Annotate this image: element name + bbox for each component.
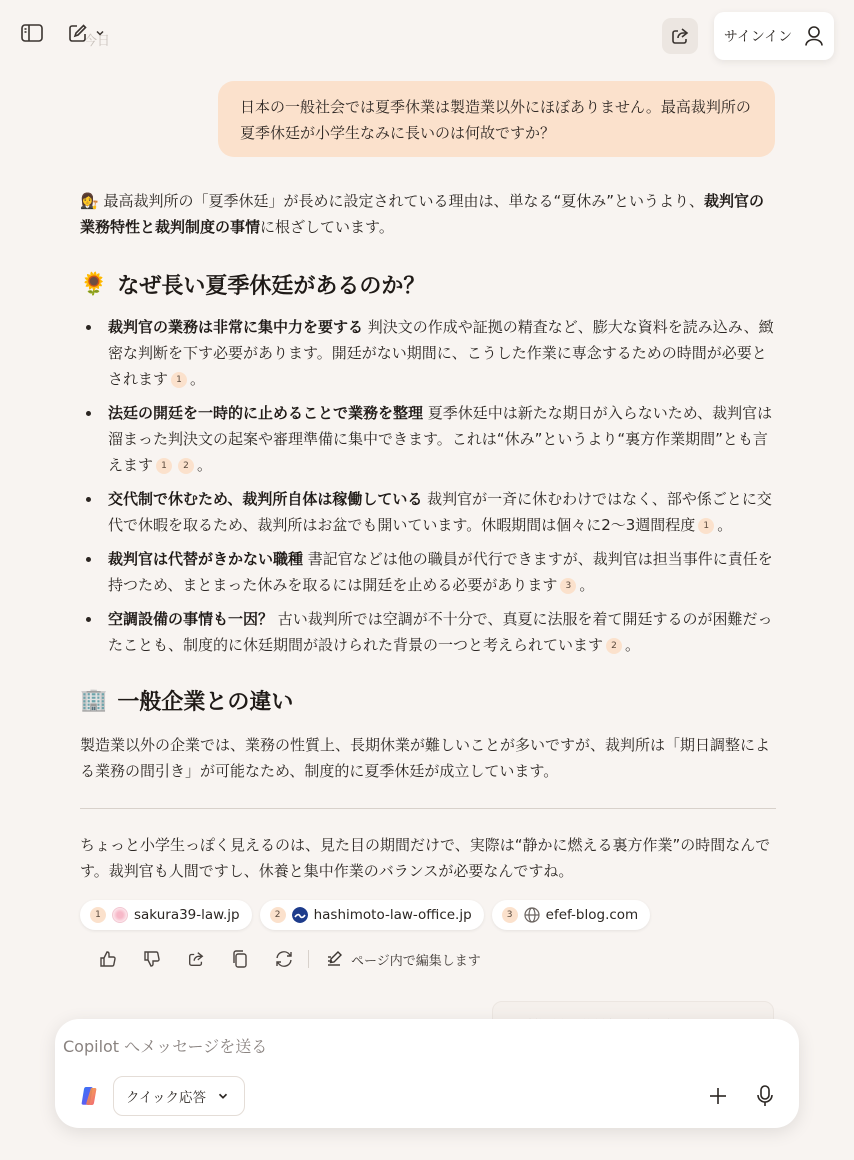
refresh-icon xyxy=(274,950,294,968)
list-item: 法廷の開廷を一時的に止めることで業務を整理 夏季休廷中は新たな期日が入らないため、裁判官は溜まった判決文の起案や審理準備に集中できます。これは“休み”というより“裏方作業期間”とも言えます 1 2 。 xyxy=(80,400,776,478)
citation-badge[interactable]: 3 xyxy=(560,578,576,594)
citation-badge[interactable]: 1 xyxy=(698,518,714,534)
thumbs-down-icon xyxy=(143,950,161,968)
section-heading-reasons: 🌻 なぜ長い夏季休廷があるのか？ xyxy=(80,271,426,299)
edit-page-icon xyxy=(325,950,343,968)
source-domain: efef-blog.com xyxy=(545,907,639,923)
source-chip[interactable] xyxy=(492,900,651,930)
list-item: 裁判官の業務は非常に集中力を要する 判決文の作成や証拠の精査など、膨大な資料を読み込み、緻密な判断を下す必要があります。開廷がない期間に、こうした作業に専念するための時間が必要とされます 1 。 xyxy=(80,314,776,392)
divider xyxy=(80,808,776,809)
action-separator xyxy=(308,950,309,968)
regenerate-button[interactable] xyxy=(262,946,306,972)
copilot-logo-icon xyxy=(77,1084,101,1108)
copy-icon xyxy=(232,950,248,968)
plus-icon xyxy=(708,1086,728,1106)
source-chip[interactable] xyxy=(80,900,252,930)
closing-paragraph: ちょっと小学生っぽく見えるのは、見た目の期間だけで、実際は“静かに燃える裏方作業”の時間なんです。裁判官も人間ですし、休養と集中作業のバランスが必要なんですね。 xyxy=(80,836,771,880)
user-message-bubble: 日本の一般社会では夏季休業は製造業以外にほぼありません。最高裁判所の夏季休廷が小学生なみに長いのは何故ですか？ xyxy=(218,81,775,157)
answer-intro: 👩‍⚖️ 最高裁判所の「夏季休廷」が長めに設定されている理由は、単なる“夏休み”というより、裁判官の業務特性と裁判制度の事情に根ざしています。 xyxy=(80,192,765,236)
chevron-down-icon xyxy=(94,27,106,39)
edit-in-page-label: ページ内で編集します xyxy=(351,953,481,969)
message-input[interactable] xyxy=(63,1037,663,1056)
new-chat-button[interactable] xyxy=(58,18,116,48)
office-building-emoji-icon: 🏢 xyxy=(80,687,108,713)
source-domain: hashimoto-law-office.jp xyxy=(313,907,472,923)
source-number: 2 xyxy=(270,907,286,923)
citation-badge[interactable]: 1 xyxy=(171,372,187,388)
dislike-button[interactable] xyxy=(130,946,174,972)
source-domain: sakura39-law.jp xyxy=(134,907,240,923)
source-chip[interactable] xyxy=(260,900,484,930)
assistant-answer xyxy=(80,188,776,969)
sidebar-icon xyxy=(21,24,43,42)
signin-label: サインイン xyxy=(723,29,793,45)
source-number: 3 xyxy=(502,907,518,923)
sakura-favicon-icon xyxy=(112,907,128,923)
add-attachment-button[interactable] xyxy=(703,1081,733,1111)
share-conversation-button[interactable] xyxy=(662,18,698,54)
voice-input-button[interactable] xyxy=(750,1081,780,1111)
edit-in-page-button[interactable] xyxy=(325,950,481,969)
share-icon xyxy=(670,26,690,46)
source-number: 1 xyxy=(90,907,106,923)
sidebar-toggle-button[interactable] xyxy=(16,18,48,48)
citation-badge[interactable]: 2 xyxy=(178,458,194,474)
microphone-icon xyxy=(756,1085,774,1107)
top-bar xyxy=(0,0,854,64)
wave-favicon-icon xyxy=(292,907,308,923)
section-heading-comparison: 🏢 一般企業との違い xyxy=(80,687,294,715)
comparison-paragraph: 製造業以外の企業では、業務の性質上、長期休業が難しいことが多いですが、裁判所は「期日調整による業務の間引き」が可能なため、制度的に夏季休廷が成立しています。 xyxy=(80,736,771,780)
share-answer-button[interactable] xyxy=(174,946,218,972)
compose-icon xyxy=(68,23,88,43)
list-item: 交代制で休むため、裁判所自体は稼働している 裁判官が一斉に休むわけではなく、部や係ごとに交代で休暇を取るため、裁判所はお盆でも開いています。休暇期間は個々に2〜3週間程度 1 。 xyxy=(80,486,776,538)
share-icon xyxy=(187,950,205,968)
composer xyxy=(55,1019,799,1128)
response-mode-select[interactable] xyxy=(113,1076,245,1116)
response-mode-label: クイック応答 xyxy=(126,1090,207,1106)
citation-badge[interactable]: 2 xyxy=(606,638,622,654)
copy-button[interactable] xyxy=(218,946,262,972)
ghost-today-label: 今日 xyxy=(84,34,111,49)
list-item: 空調設備の事情も一因？ 古い裁判所では空調が不十分で、真夏に法服を着て開廷するのが困難だったことも、制度的に休廷期間が設けられた背景の一つと考えられています 2 。 xyxy=(80,606,776,658)
message-actions xyxy=(86,946,481,972)
user-icon xyxy=(804,25,824,47)
source-chips xyxy=(80,900,650,930)
sunflower-emoji-icon: 🌻 xyxy=(80,271,108,297)
citation-badge[interactable]: 1 xyxy=(156,458,172,474)
list-item: 裁判官は代替がきかない職種 書記官などは他の職員が代行できますが、裁判官は担当事件に責任を持つため、まとまった休みを取るには開廷を止める必要があります 3 。 xyxy=(80,546,776,598)
chevron-down-icon xyxy=(216,1089,230,1103)
like-button[interactable] xyxy=(86,946,130,972)
thumbs-up-icon xyxy=(99,950,117,968)
reasons-list xyxy=(80,314,776,666)
judge-emoji-icon: 👩‍⚖️ xyxy=(80,192,99,210)
signin-button[interactable] xyxy=(714,12,834,60)
globe-favicon-icon xyxy=(524,907,540,923)
